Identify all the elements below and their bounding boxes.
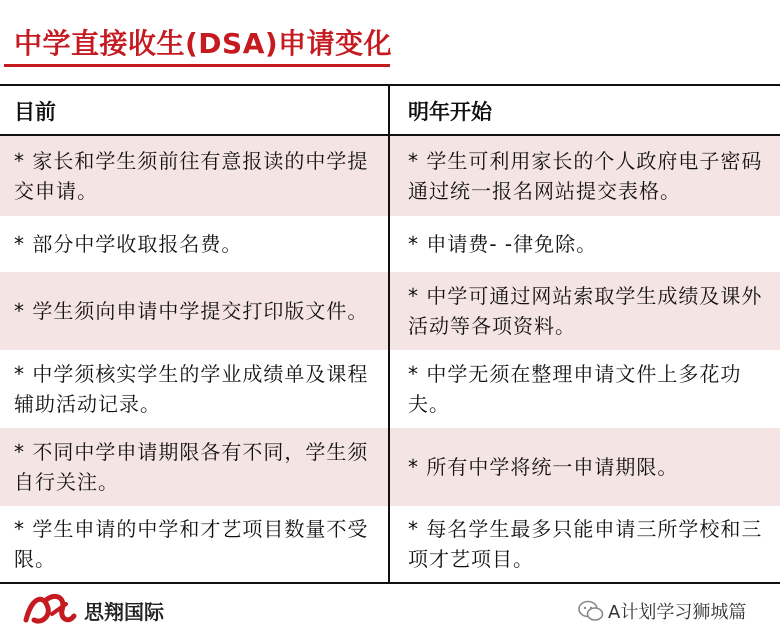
title-bar	[0, 0, 780, 68]
title-underline	[4, 64, 390, 67]
page-title: 中学直接收生(DSA)申请变化	[14, 27, 393, 60]
footer	[0, 584, 780, 643]
table-row	[0, 216, 780, 272]
header-next-year: 明年开始	[408, 100, 492, 124]
table-row	[0, 506, 780, 582]
row-2-next-year: * 申请费- -律免除。	[408, 232, 598, 256]
table-top-rule	[0, 84, 780, 86]
account-name: A计划学习狮城篇	[608, 602, 747, 623]
table-row	[0, 272, 780, 350]
row-2-current: * 部分中学收取报名费。	[14, 232, 243, 256]
table-row	[0, 428, 780, 506]
column-divider	[388, 84, 390, 584]
table-row	[0, 350, 780, 428]
row-6-current: * 学生申请的中学和才艺项目数量不受限。	[14, 517, 369, 571]
row-6-next-year: * 每名学生最多只能申请三所学校和三项才艺项目。	[408, 517, 763, 571]
row-1-current: * 家长和学生须前往有意报读的中学提交申请。	[14, 149, 369, 203]
wechat-icon	[578, 600, 604, 622]
table-row	[0, 136, 780, 216]
row-3-next-year: * 中学可通过网站索取学生成绩及课外活动等各项资料。	[408, 284, 763, 338]
row-4-next-year: * 中学无须在整理申请文件上多花功夫。	[408, 362, 742, 416]
header-current: 目前	[14, 100, 56, 124]
row-5-current: * 不同中学申请期限各有不同，学生须自行关注。	[14, 440, 369, 494]
brand-name: 思翔国际	[84, 600, 164, 624]
row-3-current: * 学生须向申请中学提交打印版文件。	[14, 299, 369, 323]
row-5-next-year: * 所有中学将统一申请期限。	[408, 455, 679, 479]
seal-logo-icon	[22, 590, 78, 630]
row-1-next-year: * 学生可利用家长的个人政府电子密码通过统一报名网站提交表格。	[408, 149, 763, 203]
row-4-current: * 中学须核实学生的学业成绩单及课程辅助活动记录。	[14, 362, 369, 416]
